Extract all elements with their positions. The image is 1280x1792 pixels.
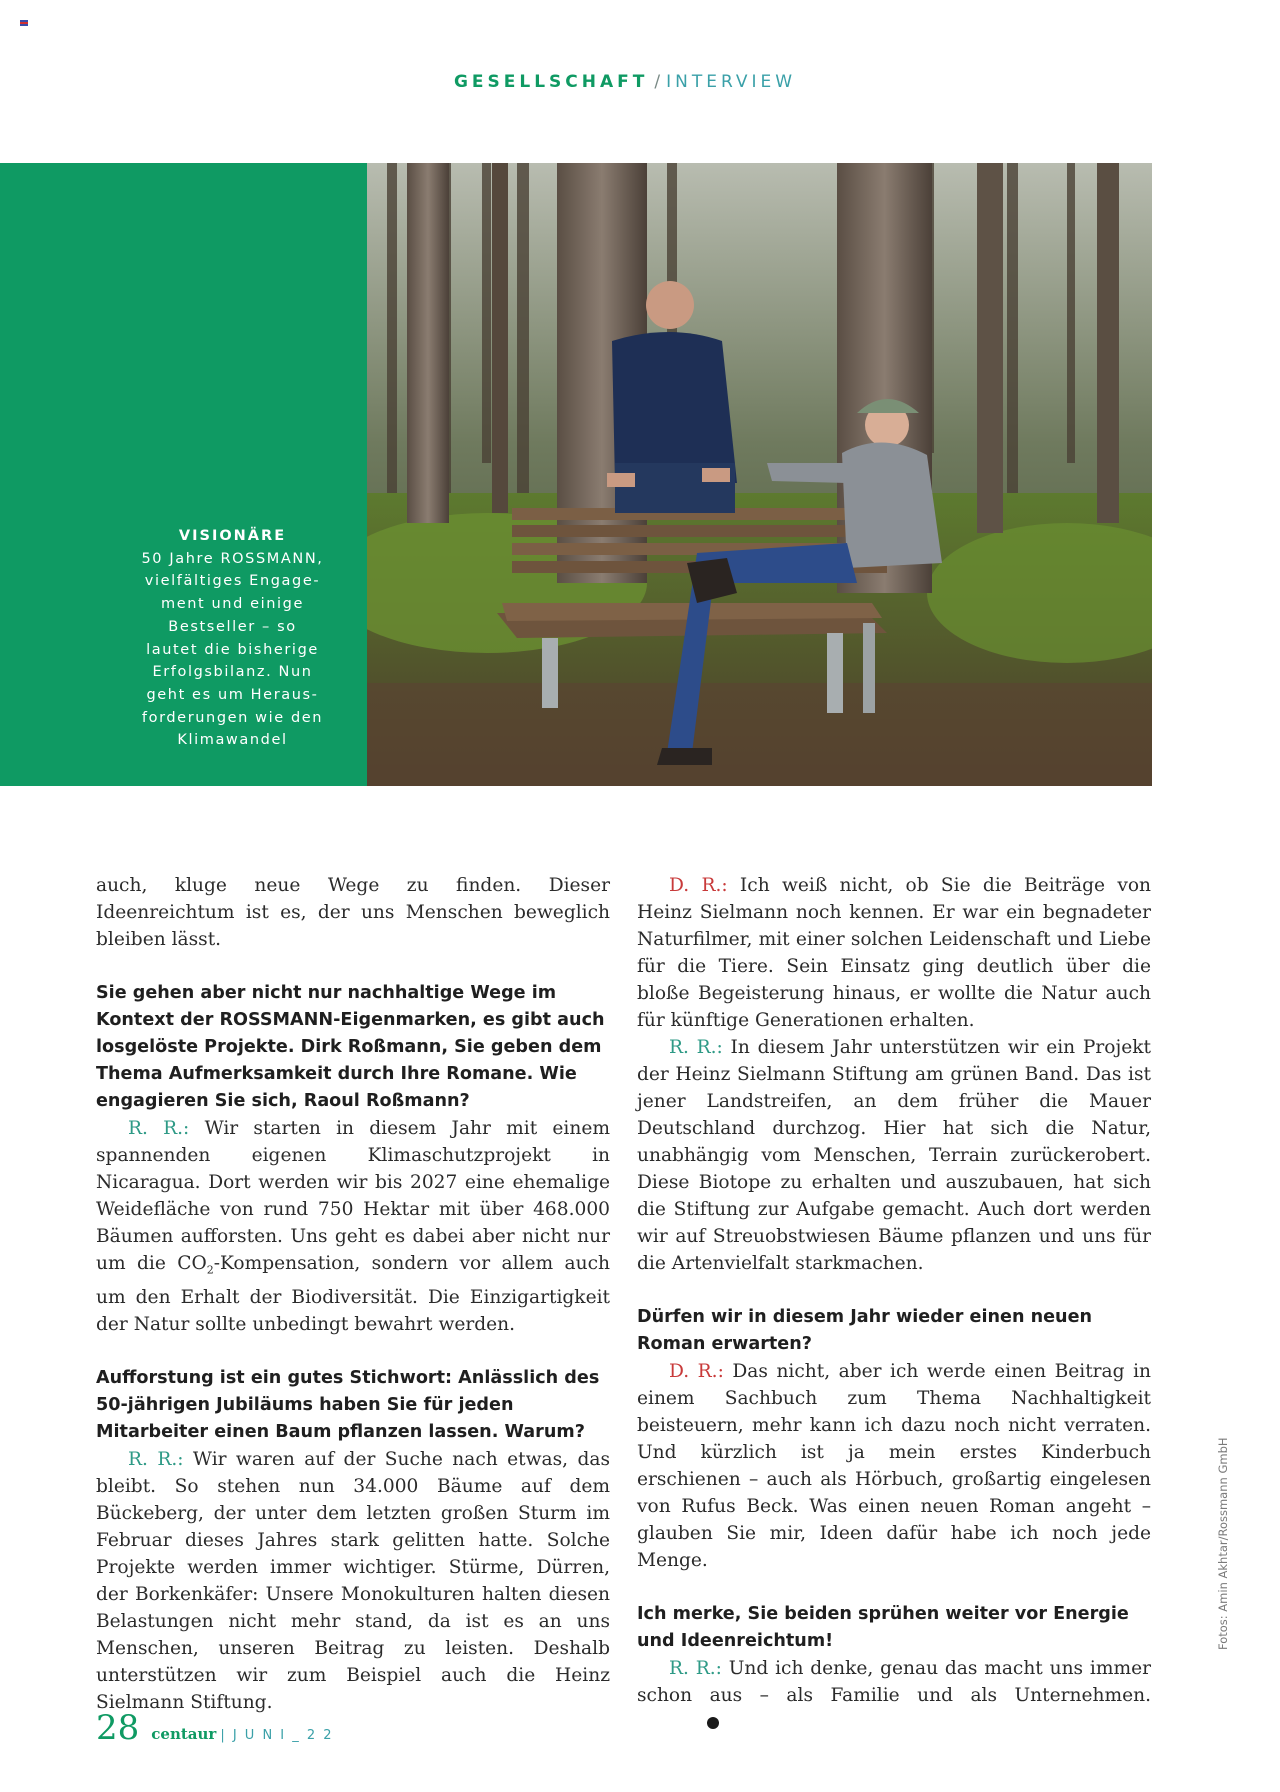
paragraph: auch, kluge neue Wege zu finden. Dieser Ideenreichtum ist es, der uns Menschen beweglich bleiben lässt. [96,875,610,950]
page-number: 28 [96,1708,140,1748]
issue-label: | J U N I _ 2 2 [220,1728,334,1743]
answer-text: Wir waren auf der Suche nach etwas, das bleibt. So stehen nun 34.000 Bäume auf dem Bückeberg, der unter dem letzten großen Sturm im Februar dieses Jahres stark gelitten hatte. Solche Projekte werden immer wichtiger. Stürme, Dürren, der Borkenkäfer: Unsere Monokulturen halten diesen Belastungen nicht mehr stand, da ist es an uns Menschen, unseren Beitrag zu leisten. Deshalb unterstützen wir zum Beispiel auch die Heinz Sielmann Stiftung. [96,1448,610,1713]
caption-line: 50 Jahre ROSSMANN, [141,550,324,567]
caption-line: Erfolgsbilanz. Nun [152,664,313,681]
interview-question: Aufforstung ist ein gutes Stichwort: Anlässlich des 50-jährigen Jubiläums haben Sie für jeden Mitarbeiter einen Baum pflanzen lassen. Warum? [96,1367,600,1442]
article-column-left [96,872,610,1716]
subsection-label: INTERVIEW [666,72,797,92]
speaker-label: R. R.: [669,1037,723,1058]
interview-question: Ich merke, Sie beiden sprühen weiter vor Energie und Ideenreichtum! [637,1604,1129,1651]
forest-bench-photo [367,163,1152,786]
section-label: GESELLSCHAFT [453,72,649,92]
caption-line: geht es um Heraus- [146,686,319,703]
interview-answer [637,1358,1151,1574]
interview-answer [96,1446,610,1716]
answer-text: Und ich denke, genau das macht uns immer schon aus – als Familie und als Unternehmen. [637,1658,1152,1706]
caption-line: Klimawandel [177,732,288,749]
section-separator: / [654,72,661,92]
speaker-label: D. R.: [669,875,728,896]
answer-text: Wir starten in diesem Jahr mit einem spannenden eigenen Klimaschutzprojekt in Nicaragua. Dort werden wir bis 2027 eine ehemalige Weidefläche von rund 750 Hektar mit über 468.000 Bäumen aufforsten. Uns geht es dabei aber nicht nur um die CO [96,1118,610,1274]
photo-caption [120,525,345,752]
caption-title: VISIONÄRE [178,528,287,544]
speaker-label: R. R.: [669,1658,722,1679]
answer-text: Ich weiß nicht, ob Sie die Beiträge von Heinz Sielmann noch kennen. Er war ein begnadeter Naturfilmer, mit einer solchen Leidenschaft und Liebe für die Tiere. Sein Einsatz ging deutlich über die bloße Begeisterung hinaus, er wollte die Natur auch für künftige Generationen erhalten. [637,875,1151,1031]
end-of-article-dot-icon [707,1717,719,1729]
speaker-label: D. R.: [669,1361,724,1382]
interview-answer [637,1034,1151,1277]
page-footer [96,1708,334,1748]
photo-credit-text: Fotos: Amin Akhtar/Rossmann GmbH [1216,1437,1230,1650]
answer-text: In diesem Jahr unterstützen wir ein Projekt der Heinz Sielmann Stiftung am grünen Band. Das ist jener Landstreifen, an dem früher die Mauer Deutschland durchzog. Hier hat sich die Natur, unabhängig vom Menschen, Terrain zurückerobert. Diese Biotope zu erhalten und auszubauen, hat sich die Stiftung zur Aufgabe gemacht. Auch dort werden wir auf Streuobstwiesen Bäume pflanzen und uns für die Artenvielfalt starkmachen. [637,1037,1151,1274]
interview-answer [637,872,1151,1034]
speaker-label: R. R.: [128,1448,184,1470]
answer-text: -Kompensation, sondern vor allem auch um den Erhalt der Biodiversität. Die Einzigartigkeit der Natur sollte unbedingt bewahrt werden. [96,1253,610,1335]
caption-line: Bestseller – so [168,618,297,635]
subscript: 2 [206,1263,214,1277]
caption-line: vielfältiges Engage- [144,573,321,590]
section-header [0,72,1250,92]
answer-text: Das nicht, aber ich werde einen Beitrag in einem Sachbuch zum Thema Nachhaltigkeit beisteuern, mehr kann ich dazu noch nicht verraten. Und kürzlich ist ja mein erstes Kinderbuch erschienen – auch als Hörbuch, großartig eingelesen von Rufus Beck. Was einen neuen Roman angeht – glauben Sie mir, Ideen dafür habe ich noch jede Menge. [637,1361,1151,1571]
flag-icon [20,20,28,26]
interview-answer [96,1115,610,1338]
interview-question: Dürfen wir in diesem Jahr wieder einen neuen Roman erwarten? [637,1307,1093,1354]
caption-line: lautet die bisherige [146,641,319,658]
magazine-brand: centaur [151,1725,217,1743]
interview-question: Sie gehen aber nicht nur nachhaltige Wege im Kontext der ROSSMANN-Eigenmarken, es gibt auch losgelöste Projekte. Dirk Roßmann, Sie geben dem Thema Aufmerksamkeit durch Ihre Romane. Wie engagieren Sie sich, Raoul Roßmann? [96,983,605,1111]
caption-line: ment und einige [160,596,305,613]
article-column-right [637,872,1151,1736]
interview-answer [637,1655,1151,1736]
caption-line: forderungen wie den [141,709,324,726]
speaker-label: R. R.: [128,1118,190,1139]
